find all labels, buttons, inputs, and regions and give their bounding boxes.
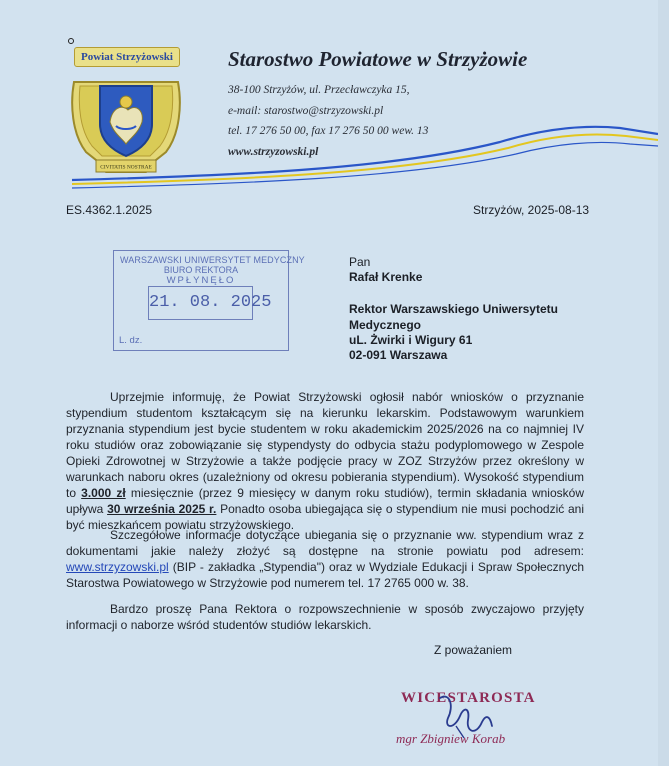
crest-motto: CIVITATIS NOSTRAE xyxy=(100,164,152,171)
stamp-ldz: L. dz. xyxy=(119,335,143,346)
signatory-name: mgr Zbigniew Korab xyxy=(396,731,506,746)
stamp-university: WARSZAWSKI UNIWERSYTET MEDYCZNY xyxy=(120,255,305,265)
county-website-link[interactable]: www.strzyzowski.pl xyxy=(66,560,169,574)
stipend-amount: 3.000 zł xyxy=(81,486,126,500)
handwritten-signature xyxy=(430,686,500,746)
reference-number: ES.4362.1.2025 xyxy=(66,203,153,217)
office-name: Starostwo Powiatowe w Strzyżowie xyxy=(228,47,528,71)
office-website: www.strzyzowski.pl xyxy=(228,146,319,158)
header-swoosh-decoration xyxy=(60,118,658,193)
recipient-street: uL. Żwirki i Wigury 61 xyxy=(349,333,473,347)
crest-banner: Powiat Strzyżowski xyxy=(74,47,180,67)
office-phone: tel. 17 276 50 00, fax 17 276 50 00 wew. 13 xyxy=(228,125,429,137)
stamp-received: WPŁYNĘŁO xyxy=(166,275,236,286)
body-paragraph-3: Bardzo proszę Pana Rektora o rozpowszechnienie w sposób zwyczajowo przyjęty informacji o naborze wśród studentów studiów lekarskich. xyxy=(66,602,584,632)
stamp-date: 21. 08. 2025 xyxy=(148,286,253,320)
place-date: Strzyżów, 2025-08-13 xyxy=(473,203,590,217)
body-paragraph-2: Szczegółowe informacje dotyczące ubiegania się o przyznanie ww. stypendium wraz z dokumentami jakie należy złożyć są dostępne na stronie powiatu pod adresem: www.strzyzowski.pl (BIP - zakładka „Stypendia") oraz w Wydziale Edukacji i Spraw Społecznych Starostwa Powiatowego w Strzyżowie pod numerem tel. 17 2765 000 w. 38. xyxy=(66,528,584,590)
body-paragraph-1: Uprzejmie informuję, że Powiat Strzyżowski ogłosił nabór wniosków o przyznanie stypendium studentom kształcącym się na kierunku lekarskim. Podstawowym warunkiem przyznania stypendium jest bycie studentem w roku akademickim 2025/2026 na co najmniej IV roku studiów oraz zobowiązanie się stypendysty do odbycia stażu podyplomowego w Zespole Opieki Zdrowotnej w Strzyżowie a także podjęcie pracy w ZOZ Strzyżów przez określony w warunkach naboru okres (uzależniony od okresu pobierania stypendium). Wysokość stypendium to 3.000 zł miesięcznie (przez 9 miesięcy w danym roku studiów), termin składania wniosków upływa 30 września 2025 r. Ponadto osoba ubiegająca się o stypendium nie musi pochodzić ani być mieszkańcem powiatu strzyżowskiego. xyxy=(66,390,584,532)
closing-phrase: Z poważaniem xyxy=(434,643,513,657)
signatory-title: WICESTAROSTA xyxy=(401,690,536,706)
office-address: 38-100 Strzyżów, ul. Przecławczyka 15, xyxy=(228,84,410,96)
recipient-name: Rafał Krenke xyxy=(349,270,423,284)
recipient-postal: 02-091 Warszawa xyxy=(349,348,448,362)
recipient-title-line2: Medycznego xyxy=(349,318,422,332)
scan-edge xyxy=(658,0,669,766)
receipt-stamp xyxy=(113,250,305,351)
recipient-title-line1: Rektor Warszawskiego Uniwersytetu xyxy=(349,302,558,316)
stamp-office: BIURO REKTORA xyxy=(163,265,239,275)
office-email: e-mail: starostwo@strzyzowski.pl xyxy=(228,105,384,117)
punch-mark xyxy=(68,38,74,44)
recipient-salutation: Pan xyxy=(349,255,371,269)
application-deadline: 30 września 2025 r. xyxy=(107,502,217,516)
